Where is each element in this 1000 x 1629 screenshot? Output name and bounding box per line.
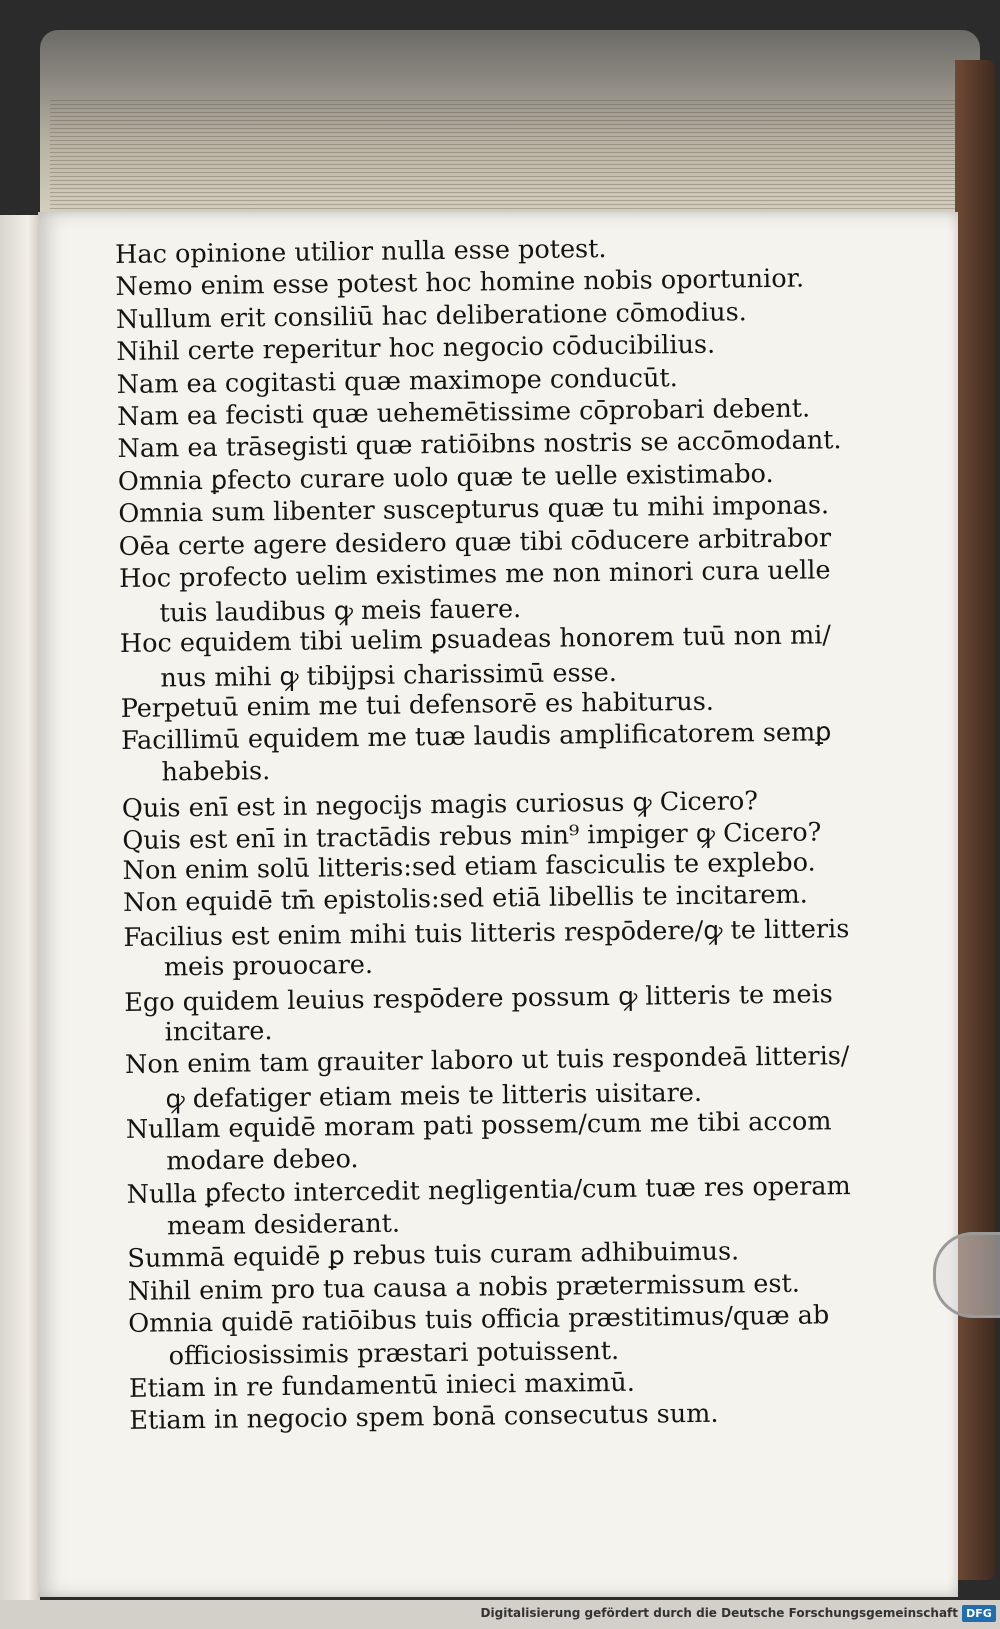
text-line: Nullum erit consiliū hac deliberatione cōmodius.: [115, 297, 747, 335]
text-line: Nulla ꝑfecto intercedit negligentia/cum tuæ res operam: [126, 1170, 851, 1210]
text-line: Oēa certe agere desidero quæ tibi cōducere arbitrabor: [118, 522, 832, 562]
text-line: Omnia sum libenter suscepturus quæ tu mihi imponas.: [118, 490, 830, 530]
text-line: Nam ea fecisti quæ uehemētissime cōprobari debent.: [116, 393, 811, 432]
credit-strip: [0, 1600, 1000, 1629]
text-line: tuis laudibus ꝙ meis fauere.: [159, 594, 522, 629]
text-line: Summā equidē ꝑ rebus tuis curam adhibuimus.: [127, 1236, 740, 1275]
text-line: Omnia ꝑfecto curare uolo quæ te uelle existimabo.: [117, 458, 774, 497]
text-line: Hoc profecto uelim existimes me non minori cura uelle: [118, 555, 831, 594]
text-line: Non equidē tm̄ epistolis:sed etiā libellis te incitarem.: [122, 879, 808, 918]
text-line: Ego quidem leuius respōdere possum ꝙ litteris te meis: [124, 979, 833, 1019]
text-line: Non enim solū litteris:sed etiam fasciculis te explebo.: [122, 847, 816, 886]
text-line: Quis enī est in negocijs magis curiosus ꝙ Cicero?: [121, 785, 759, 824]
book-top-edge: [40, 30, 980, 220]
text-line: meam desiderant.: [166, 1208, 401, 1242]
text-line: Etiam in negocio spem bonā consecutus sum.: [129, 1399, 719, 1437]
text-line: Nullam equidē moram pati possem/cum me tibi accom: [125, 1106, 832, 1145]
text-line: officiosissimis præstari potuissent.: [168, 1335, 620, 1372]
text-line: Nam ea cogitasti quæ maximope conducūt.: [116, 362, 678, 400]
book-cover-edge: [955, 60, 995, 1580]
text-line: Non enim tam grauiter laboro ut tuis respondeā litteris/: [124, 1041, 850, 1080]
text-line: incitare.: [164, 1015, 273, 1048]
text-line: Hoc equidem tibi uelim ꝑsuadeas honorem tuū non mi/: [119, 620, 832, 659]
text-line: Quis est enī in tractādis rebus min⁹ impiger ꝙ Cicero?: [122, 817, 822, 857]
text-line: Nihil enim pro tua causa a nobis prætermissum est.: [127, 1268, 801, 1307]
text-line: Facillimū equidem me tuæ laudis amplificatorem semꝑ: [120, 717, 832, 756]
text-line: Nam ea trāsegisti quæ ratiōibns nostris se accōmodant.: [117, 425, 842, 465]
dfg-logo: DFG: [962, 1605, 996, 1622]
text-line: meis prouocare.: [163, 949, 374, 983]
facing-page-edge: [0, 215, 40, 1605]
text-line: Perpetuū enim me tui defensorē es habiturus.: [120, 686, 715, 724]
text-line: Omnia quidē ratiōibus tuis officia præstitimus/quæ ab: [128, 1300, 830, 1340]
text-line: Hac opinione utilior nulla esse potest.: [115, 233, 607, 270]
text-line: modare debeo.: [166, 1144, 359, 1177]
text-line: Nemo enim esse potest hoc homine nobis oportunior.: [115, 263, 805, 303]
text-line: Etiam in re fundamentū inieci maximū.: [128, 1367, 636, 1404]
text-line: Facilius est enim mihi tuis litteris respōdere/ꝙ te litteris: [123, 914, 850, 954]
text-line: ꝙ defatiger etiam meis te litteris uisitare.: [165, 1078, 703, 1115]
page-clip: [933, 1232, 1000, 1318]
text-line: nus mihi ꝙ tibijpsi charissimū esse.: [160, 658, 618, 694]
text-line: habebis.: [161, 756, 271, 788]
credit-text: Digitalisierung gefördert durch die Deutsche Forschungsgemeinschaft: [480, 1606, 958, 1620]
text-line: Nihil certe reperitur hoc negocio cōducibilius.: [116, 329, 716, 368]
